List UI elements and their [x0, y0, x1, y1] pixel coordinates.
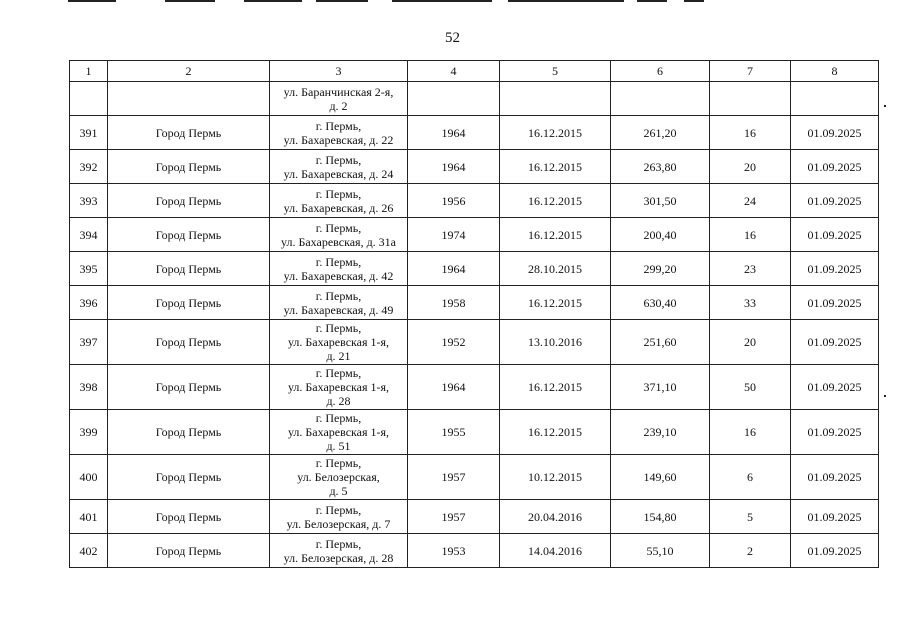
cell-municipality: Город Пермь — [108, 534, 270, 568]
cell-year: 1974 — [408, 218, 500, 252]
cell-municipality: Город Пермь — [108, 320, 270, 365]
address-line: г. Пермь, — [315, 152, 362, 167]
cell-area: 299,20 — [611, 252, 710, 286]
address-line: ул. Бахаревская 1-я, — [287, 335, 390, 349]
top-edge-rules — [0, 0, 905, 4]
cell-municipality: Город Пермь — [108, 150, 270, 184]
cell-count: 16 — [710, 116, 791, 150]
cell-area: 630,40 — [611, 286, 710, 320]
cell-no: 393 — [70, 184, 108, 218]
address-line: ул. Бахаревская 1-я, — [287, 380, 390, 394]
address-line: г. Пермь, — [315, 220, 362, 235]
cell-address — [270, 320, 408, 365]
cell-date: 14.04.2016 — [500, 534, 611, 568]
cell-count: 20 — [710, 320, 791, 365]
cell-count: 24 — [710, 184, 791, 218]
column-header: 6 — [611, 61, 710, 82]
cell-municipality: Город Пермь — [108, 116, 270, 150]
cell-address — [270, 252, 408, 286]
table-row — [70, 218, 879, 252]
cell-no: 401 — [70, 500, 108, 534]
address-line: ул. Бахаревская, д. 31а — [280, 234, 397, 249]
cell-count: 16 — [710, 410, 791, 455]
cell-year: 1952 — [408, 320, 500, 365]
cell-date: 16.12.2015 — [500, 116, 611, 150]
cell-address — [270, 286, 408, 320]
table-row — [70, 184, 879, 218]
table-body — [70, 82, 879, 568]
cell-date: 16.12.2015 — [500, 286, 611, 320]
cell-date: 28.10.2015 — [500, 252, 611, 286]
cell-deadline: 01.09.2025 — [791, 252, 879, 286]
cell-municipality — [108, 82, 270, 116]
cell-no: 397 — [70, 320, 108, 365]
address-line: ул. Белозерская, д. 7 — [286, 516, 391, 531]
address-line: д. 28 — [326, 394, 351, 408]
cell-deadline: 01.09.2025 — [791, 365, 879, 410]
table-header-row — [70, 61, 879, 82]
table-row — [70, 365, 879, 410]
cell-year — [408, 82, 500, 116]
cell-address — [270, 410, 408, 455]
table-row — [70, 410, 879, 455]
cell-municipality: Город Пермь — [108, 252, 270, 286]
address-line: г. Пермь, — [315, 254, 362, 269]
table-row — [70, 150, 879, 184]
address-line: г. Пермь, — [315, 411, 362, 425]
cell-address — [270, 116, 408, 150]
table-row — [70, 534, 879, 568]
cell-address — [270, 82, 408, 116]
cell-date — [500, 82, 611, 116]
cell-no: 402 — [70, 534, 108, 568]
address-line: г. Пермь, — [315, 288, 362, 303]
address-line: ул. Бахаревская, д. 26 — [283, 200, 394, 215]
cell-address — [270, 150, 408, 184]
cell-date: 16.12.2015 — [500, 410, 611, 455]
cell-area: 154,80 — [611, 500, 710, 534]
address-line: д. 21 — [326, 349, 351, 363]
registry-table — [69, 60, 879, 568]
table-row — [70, 286, 879, 320]
continuation-row — [70, 82, 879, 116]
table-row — [70, 500, 879, 534]
cell-count: 5 — [710, 500, 791, 534]
cell-count — [710, 82, 791, 116]
cell-date: 10.12.2015 — [500, 455, 611, 500]
cell-no: 394 — [70, 218, 108, 252]
address-line: д. 2 — [329, 98, 348, 113]
column-header: 8 — [791, 61, 879, 82]
cell-date: 20.04.2016 — [500, 500, 611, 534]
address-line: ул. Бахаревская, д. 24 — [283, 166, 394, 181]
address-line: г. Пермь, — [315, 536, 362, 551]
cell-no: 396 — [70, 286, 108, 320]
cell-no: 391 — [70, 116, 108, 150]
table-row — [70, 320, 879, 365]
cell-deadline: 01.09.2025 — [791, 150, 879, 184]
cell-count: 6 — [710, 455, 791, 500]
cell-year: 1956 — [408, 184, 500, 218]
address-line: д. 5 — [329, 484, 348, 498]
cell-year: 1957 — [408, 500, 500, 534]
cell-address — [270, 218, 408, 252]
cell-address — [270, 500, 408, 534]
cell-count: 2 — [710, 534, 791, 568]
cell-no — [70, 82, 108, 116]
address-line: г. Пермь, — [315, 456, 362, 470]
table-row — [70, 252, 879, 286]
address-line: ул. Белозерская, — [297, 470, 380, 484]
address-line: ул. Бахаревская, д. 49 — [283, 302, 394, 317]
address-line: ул. Баранчинская 2-я, — [283, 84, 394, 99]
address-line: ул. Белозерская, д. 28 — [283, 550, 394, 565]
cell-deadline — [791, 82, 879, 116]
cell-address — [270, 184, 408, 218]
cell-no: 398 — [70, 365, 108, 410]
cell-area: 371,10 — [611, 365, 710, 410]
cell-address — [270, 365, 408, 410]
cell-area: 261,20 — [611, 116, 710, 150]
cell-municipality: Город Пермь — [108, 365, 270, 410]
cell-deadline: 01.09.2025 — [791, 184, 879, 218]
cell-municipality: Город Пермь — [108, 184, 270, 218]
column-header: 7 — [710, 61, 791, 82]
cell-date: 16.12.2015 — [500, 218, 611, 252]
cell-municipality: Город Пермь — [108, 455, 270, 500]
cell-year: 1955 — [408, 410, 500, 455]
cell-area: 55,10 — [611, 534, 710, 568]
cell-deadline: 01.09.2025 — [791, 320, 879, 365]
column-header: 1 — [70, 61, 108, 82]
address-line: ул. Бахаревская, д. 22 — [283, 132, 394, 147]
cell-deadline: 01.09.2025 — [791, 116, 879, 150]
cell-date: 16.12.2015 — [500, 365, 611, 410]
address-line: ул. Бахаревская, д. 42 — [283, 268, 394, 283]
cell-area: 200,40 — [611, 218, 710, 252]
cell-no: 400 — [70, 455, 108, 500]
column-header: 3 — [270, 61, 408, 82]
cell-deadline: 01.09.2025 — [791, 410, 879, 455]
cell-municipality: Город Пермь — [108, 218, 270, 252]
cell-year: 1964 — [408, 116, 500, 150]
cell-address — [270, 455, 408, 500]
cell-area — [611, 82, 710, 116]
cell-municipality: Город Пермь — [108, 410, 270, 455]
cell-year: 1953 — [408, 534, 500, 568]
cell-year: 1964 — [408, 365, 500, 410]
cell-count: 50 — [710, 365, 791, 410]
column-header: 5 — [500, 61, 611, 82]
cell-year: 1957 — [408, 455, 500, 500]
cell-deadline: 01.09.2025 — [791, 218, 879, 252]
cell-year: 1958 — [408, 286, 500, 320]
cell-municipality: Город Пермь — [108, 500, 270, 534]
cell-date: 16.12.2015 — [500, 184, 611, 218]
cell-municipality: Город Пермь — [108, 286, 270, 320]
column-header: 4 — [408, 61, 500, 82]
cell-deadline: 01.09.2025 — [791, 286, 879, 320]
cell-area: 263,80 — [611, 150, 710, 184]
cell-area: 149,60 — [611, 455, 710, 500]
cell-deadline: 01.09.2025 — [791, 500, 879, 534]
column-header: 2 — [108, 61, 270, 82]
page-number: 52 — [445, 30, 460, 46]
cell-area: 251,60 — [611, 320, 710, 365]
table-row — [70, 455, 879, 500]
cell-area: 239,10 — [611, 410, 710, 455]
cell-count: 20 — [710, 150, 791, 184]
cell-count: 16 — [710, 218, 791, 252]
scan-mark — [884, 105, 886, 107]
address-line: г. Пермь, — [315, 321, 362, 335]
table-row — [70, 116, 879, 150]
address-line: г. Пермь, — [315, 502, 362, 517]
cell-date: 13.10.2016 — [500, 320, 611, 365]
cell-address — [270, 534, 408, 568]
cell-year: 1964 — [408, 252, 500, 286]
cell-date: 16.12.2015 — [500, 150, 611, 184]
cell-count: 23 — [710, 252, 791, 286]
cell-deadline: 01.09.2025 — [791, 534, 879, 568]
address-line: г. Пермь, — [315, 118, 362, 133]
cell-area: 301,50 — [611, 184, 710, 218]
address-line: г. Пермь, — [315, 186, 362, 201]
cell-deadline: 01.09.2025 — [791, 455, 879, 500]
cell-year: 1964 — [408, 150, 500, 184]
address-line: д. 51 — [326, 439, 351, 453]
cell-count: 33 — [710, 286, 791, 320]
address-line: г. Пермь, — [315, 366, 362, 380]
scan-mark — [884, 395, 886, 397]
cell-no: 395 — [70, 252, 108, 286]
cell-no: 399 — [70, 410, 108, 455]
cell-no: 392 — [70, 150, 108, 184]
address-line: ул. Бахаревская 1-я, — [287, 425, 390, 439]
